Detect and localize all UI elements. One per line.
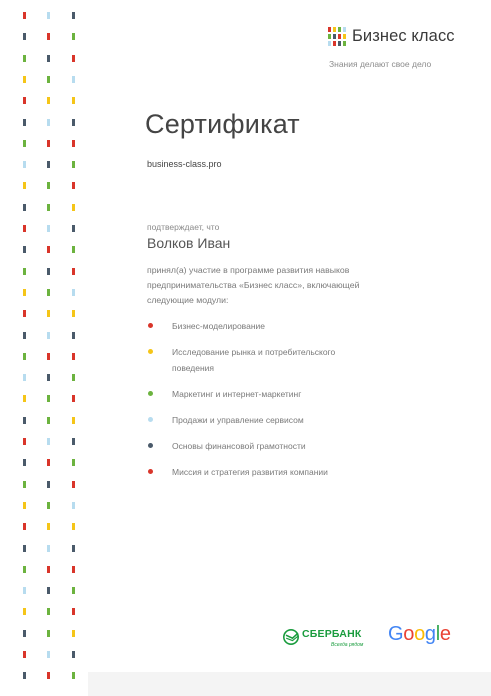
sberbank-name: СБЕРБАНК [302,628,362,640]
decorative-dash [47,97,50,104]
brand-tagline: Знания делают свое дело [329,59,432,69]
decorative-dash [47,161,50,168]
decorative-dash [23,33,26,40]
decorative-dash [23,310,26,317]
decorative-dash [47,225,50,232]
decorative-dash [47,310,50,317]
decorative-dash [72,161,75,168]
decorative-dash [47,289,50,296]
decorative-dash [47,353,50,360]
participation-text: принял(а) участие в программе развития навыков предпринимательства «Бизнес класс», включающей следующие модули: [147,265,360,305]
decorative-dash [72,417,75,424]
decorative-dash [23,395,26,402]
decorative-dash [72,353,75,360]
recipient-name: Волков Иван [147,235,231,251]
decorative-dash [23,140,26,147]
brand-name: Бизнес класс [352,27,455,45]
bullet-dot-icon [148,391,153,396]
decorative-dash [72,587,75,594]
decorative-dash [72,310,75,317]
decorative-dash [23,523,26,530]
decorative-dash [47,459,50,466]
sponsor-logos [282,622,457,652]
decorative-dash [47,545,50,552]
decorative-dash [47,268,50,275]
decorative-dash [23,545,26,552]
decorative-dash [47,438,50,445]
decorative-dash [23,374,26,381]
module-label: Маркетинг и интернет-маркетинг [172,388,302,399]
sberbank-logo-icon [283,629,299,645]
sberbank-logo [282,626,362,648]
decorative-dash [23,651,26,658]
decorative-dash [23,630,26,637]
footer-band [88,672,491,696]
decorative-dash [72,33,75,40]
bullet-dot-icon [148,349,153,354]
confirms-text: подтверждает, что [147,222,220,232]
decorative-dash [47,608,50,615]
decorative-dash [72,12,75,19]
decorative-dash [47,76,50,83]
decorative-dash [23,459,26,466]
decorative-dash [72,651,75,658]
decorative-dash [72,672,75,679]
module-label: Миссия и стратегия развития компании [172,466,328,477]
decorative-dash [72,438,75,445]
decorative-dash [23,608,26,615]
decorative-dash [47,630,50,637]
decorative-dash [23,289,26,296]
decorative-dash [23,268,26,275]
decorative-dash [72,481,75,488]
decorative-dash [72,119,75,126]
bullet-dot-icon [148,323,153,328]
decorative-dash [23,76,26,83]
decorative-dash [72,289,75,296]
decorative-dash [23,97,26,104]
decorative-dash [72,395,75,402]
bullet-dot-icon [148,443,153,448]
decorative-dash [72,332,75,339]
decorative-dash-pattern [0,0,90,696]
certificate-title: Сертификат [145,109,300,139]
decorative-dash [47,140,50,147]
decorative-dash [72,608,75,615]
decorative-dash [23,204,26,211]
decorative-dash [72,55,75,62]
decorative-dash [47,374,50,381]
decorative-dash [47,204,50,211]
bullet-dot-icon [148,469,153,474]
decorative-dash [47,502,50,509]
decorative-dash [23,353,26,360]
decorative-dash [72,204,75,211]
decorative-dash [47,417,50,424]
decorative-dash [47,12,50,19]
decorative-dash [72,374,75,381]
decorative-dash [47,55,50,62]
colored-bars-logo-icon [328,27,346,47]
decorative-dash [23,161,26,168]
decorative-dash [23,182,26,189]
decorative-dash [47,566,50,573]
decorative-dash [72,545,75,552]
decorative-dash [47,246,50,253]
decorative-dash [23,246,26,253]
decorative-dash [72,459,75,466]
decorative-dash [47,33,50,40]
decorative-dash [23,502,26,509]
google-logo: Google [388,623,451,645]
decorative-dash [72,246,75,253]
module-label: Исследование рынка и потребительского поведения [172,346,336,373]
decorative-dash [23,672,26,679]
module-label: Основы финансовой грамотности [172,440,306,451]
decorative-dash [72,225,75,232]
decorative-dash [23,566,26,573]
decorative-dash [72,523,75,530]
decorative-dash [23,438,26,445]
module-label: Продажи и управление сервисом [172,414,304,425]
decorative-dash [72,182,75,189]
module-label: Бизнес-моделирование [172,320,265,331]
bullet-dot-icon [148,417,153,422]
decorative-dash [72,76,75,83]
decorative-dash [23,481,26,488]
decorative-dash [72,140,75,147]
decorative-dash [23,587,26,594]
decorative-dash [72,630,75,637]
decorative-dash [72,502,75,509]
sberbank-slogan: Всегда рядом [331,642,364,648]
decorative-dash [72,97,75,104]
decorative-dash [23,55,26,62]
decorative-dash [47,119,50,126]
decorative-dash [47,587,50,594]
decorative-dash [23,417,26,424]
decorative-dash [72,566,75,573]
decorative-dash [47,672,50,679]
decorative-dash [47,651,50,658]
decorative-dash [23,119,26,126]
decorative-dash [47,395,50,402]
decorative-dash [23,225,26,232]
decorative-dash [47,481,50,488]
site-url: business-class.pro [147,159,222,169]
decorative-dash [23,12,26,19]
decorative-dash [47,523,50,530]
decorative-dash [23,332,26,339]
decorative-dash [47,332,50,339]
decorative-dash [47,182,50,189]
decorative-dash [72,268,75,275]
